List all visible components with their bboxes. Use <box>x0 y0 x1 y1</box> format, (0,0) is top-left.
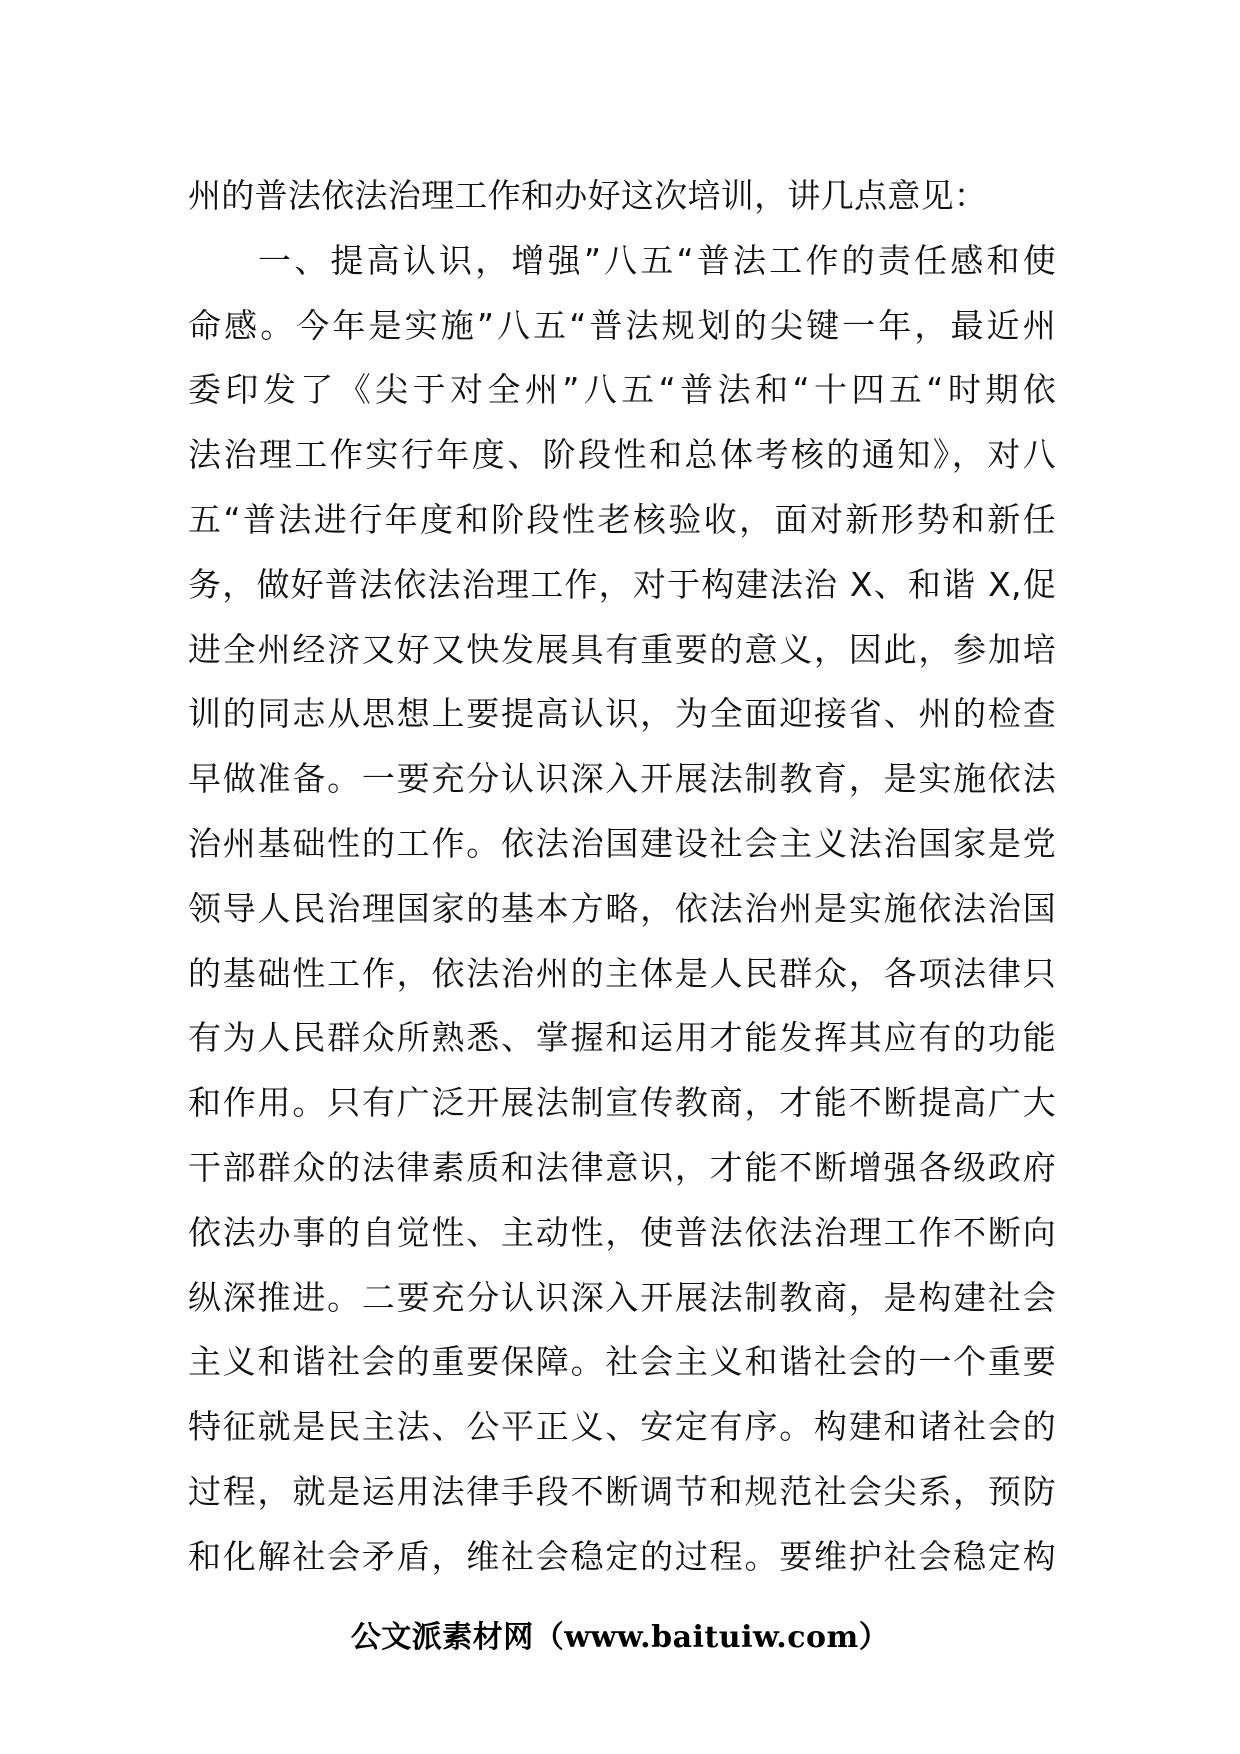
text-line: 特征就是民主法、公平正义、安定有序。构建和诸社会的 <box>188 1407 1056 1447</box>
footer-watermark: 公文派素材网（www.baituiw.com） <box>350 1620 890 1655</box>
text-line: 一、提高认识，增强”八五“普法工作的责任感和使 <box>258 240 1056 280</box>
text-line: 领导人民治理国家的基本方略，依法治州是实施依法治国 <box>188 888 1056 928</box>
text-line: 纵深推进。二要充分认识深入开展法制教商，是构建社会 <box>188 1277 1056 1317</box>
text-line: 五“普法进行年度和阶段性老核验收，面对新形势和新任 <box>188 499 1056 539</box>
text-line: 主义和谐社会的重要保障。社会主义和谐社会的一个重要 <box>188 1342 1056 1382</box>
text-line: 治州基础性的工作。依法治国建设社会主义法治国家是党 <box>188 823 1056 863</box>
text-line: 过程，就是运用法律手段不断调节和规范社会尖系，预防 <box>188 1471 1056 1511</box>
text-line: 法治理工作实行年度、阶段性和总体考核的通知》，对八 <box>188 435 1056 475</box>
text-line: 和化解社会矛盾，维社会稳定的过程。要维护社会稳定构 <box>188 1536 1056 1576</box>
text-line: 委印发了《尖于对全州”八五“普法和“十四五“时期依 <box>188 370 1056 410</box>
text-line: 州的普法依法治理工作和办好这次培训，讲几点意见： <box>188 176 988 215</box>
text-line: 干部群众的法律素质和法律意识，才能不断增强各级政府 <box>188 1147 1056 1187</box>
text-line: 有为人民群众所熟悉、掌握和运用才能发挥其应有的功能 <box>188 1018 1056 1058</box>
text-line: 进全州经济又好又快发展具有重要的意义，因此，参加培 <box>188 629 1056 669</box>
body-text <box>188 164 1056 1590</box>
text-line: 和作用。只有广泛开展法制宣传教商，才能不断提高广大 <box>188 1083 1056 1123</box>
text-line: 依法办事的自觉性、主动性，使普法依法治理工作不断向 <box>188 1212 1056 1252</box>
text-line: 训的同志从思想上要提高认识，为全面迎接省、州的检查 <box>188 694 1056 734</box>
text-line: 务，做好普法依法治理工作，对于构建法治 X、和谐 X,促 <box>188 564 1056 604</box>
text-line: 早做准备。一要充分认识深入开展法制教育，是实施依法 <box>188 759 1056 799</box>
text-line: 命感。今年是实施”八五“普法规划的尖键一年，最近州 <box>188 305 1056 345</box>
text-line: 的基础性工作，依法治州的主体是人民群众，各项法律只 <box>188 953 1056 993</box>
